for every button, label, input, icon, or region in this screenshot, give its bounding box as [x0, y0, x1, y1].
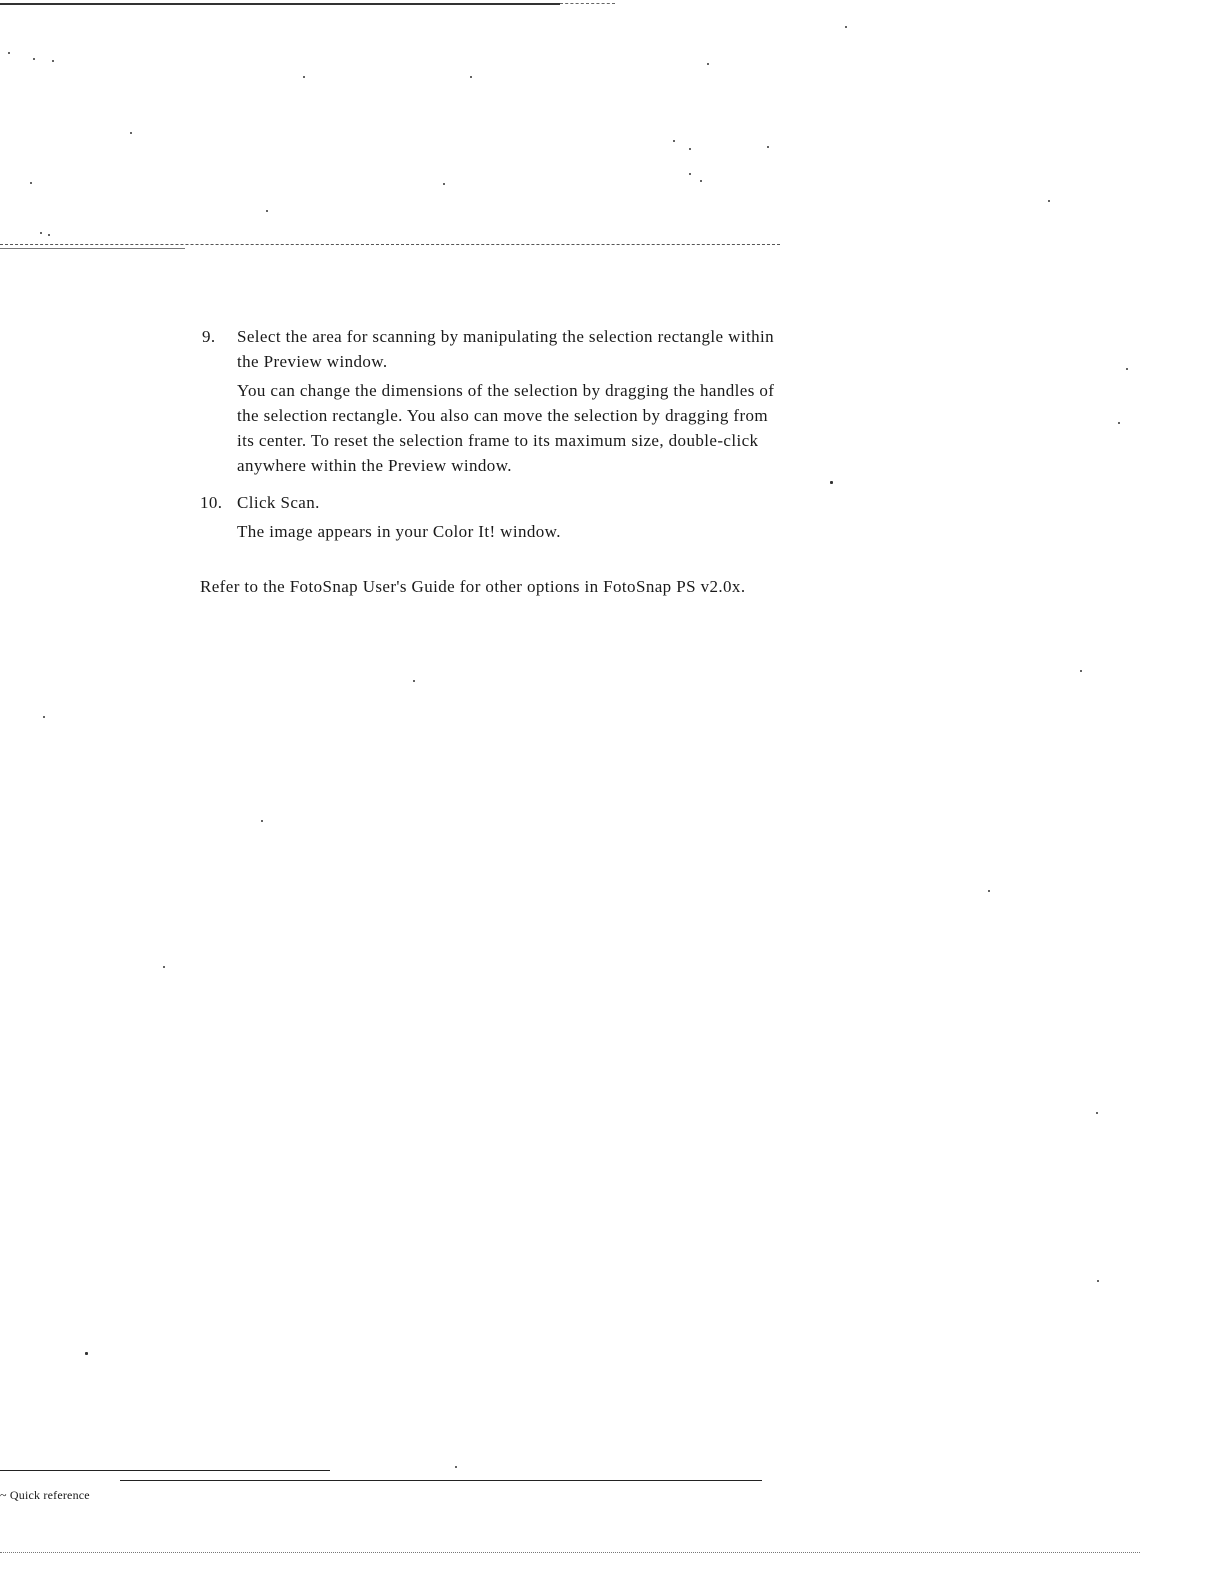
- scan-speck: [48, 234, 50, 236]
- scan-speck: [40, 232, 42, 234]
- step-10: [200, 490, 780, 544]
- scan-speck: [673, 140, 675, 142]
- scan-speck: [988, 890, 990, 892]
- step-number: 10.: [200, 493, 223, 512]
- scan-speck: [1048, 200, 1050, 202]
- scan-speck: [1080, 670, 1082, 672]
- scan-speck: [85, 1352, 88, 1355]
- scan-speck: [30, 182, 32, 184]
- step-9: [200, 324, 780, 478]
- step-explanation: You can change the dimensions of the selection by dragging the handles of the selection rectangle. You also can move the selection by dragging from its center. To reset the selection frame to its maximum size, double-click anywhere within the Preview window.: [237, 381, 775, 475]
- scan-speck: [303, 76, 305, 78]
- scan-speck: [163, 966, 165, 968]
- scan-speck: [767, 146, 769, 148]
- scan-speck: [700, 180, 702, 182]
- step-number: 9.: [202, 327, 216, 346]
- reference-note: Refer to the FotoSnap User's Guide for other options in FotoSnap PS v2.0x.: [200, 577, 746, 596]
- dashed-scan-rule: [0, 244, 780, 245]
- instructions-body: [200, 324, 780, 599]
- scan-speck: [845, 26, 847, 28]
- scan-speck: [1126, 368, 1128, 370]
- scan-speck: [470, 76, 472, 78]
- scan-speck: [1097, 1280, 1099, 1282]
- scan-speck: [52, 60, 54, 62]
- scan-speck: [1096, 1112, 1098, 1114]
- footer-scan-rule: [0, 1470, 330, 1471]
- scan-speck: [443, 183, 445, 185]
- scan-speck: [830, 481, 833, 484]
- scan-speck: [689, 148, 691, 150]
- scan-speck: [413, 680, 415, 682]
- footer-section-label: ~ Quick reference: [0, 1488, 90, 1502]
- scan-speck: [130, 132, 132, 134]
- step-instruction: Click Scan.: [237, 493, 320, 512]
- scan-speck: [8, 52, 10, 54]
- top-scan-rule: [0, 3, 560, 5]
- scan-speck: [1118, 422, 1120, 424]
- scan-speck: [33, 58, 35, 60]
- scan-speck: [689, 173, 691, 175]
- bottom-scan-rule: [0, 1552, 1140, 1553]
- top-scan-rule-fragment: [560, 3, 615, 4]
- step-explanation: The image appears in your Color It! window.: [237, 522, 561, 541]
- scan-speck: [261, 820, 263, 822]
- scan-speck: [455, 1466, 457, 1468]
- footer-rule: [120, 1480, 762, 1481]
- step-instruction: Select the area for scanning by manipulating the selection rectangle within the Preview window.: [237, 327, 774, 371]
- scan-speck: [707, 63, 709, 65]
- scan-speck: [266, 210, 268, 212]
- dashed-scan-rule-fragment: [0, 248, 185, 249]
- scan-speck: [43, 716, 45, 718]
